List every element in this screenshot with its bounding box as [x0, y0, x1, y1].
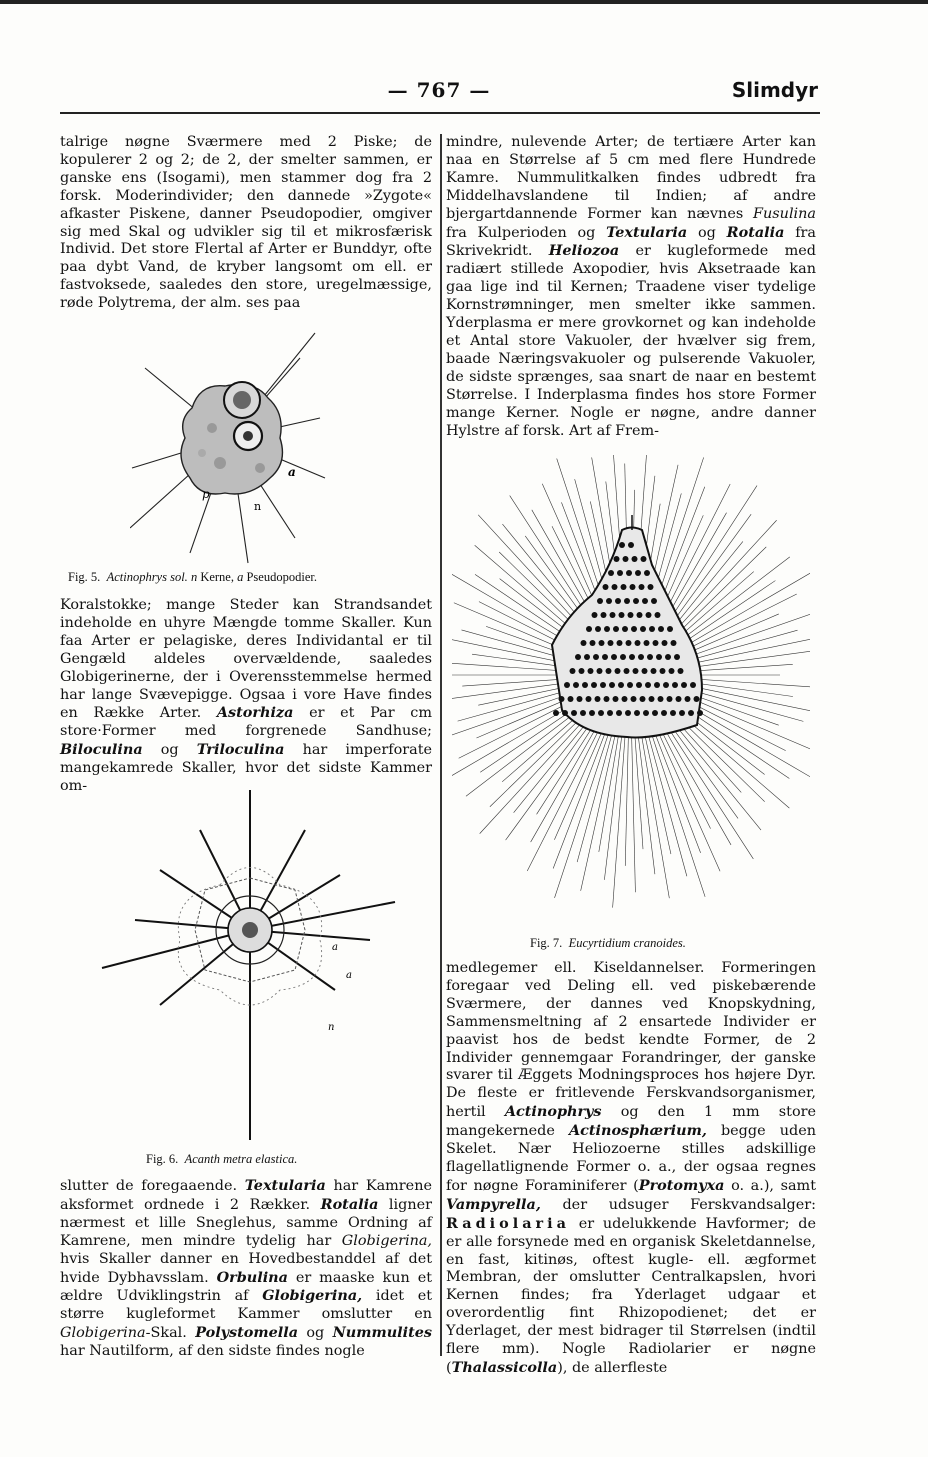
- paragraph: mindre, nulevende Arter; de tertiære Arter kan naa en Størrelse af 5 cm med flere Hundrede Kamre. Nummulitkalken findes udbredt fra Middelhavslandene til Indien; af andre bjergartdannende Former kan nævnes Fusulina fra Kulperioden og Textularia og Rotalia fra Skrivekridt. Heliozoa er kugleformede med radiært stillede Axopodier, hvis Aksetraade kan gaa lige ind til Kernen; Traadene viser tydelige Kornstrømninger, men smelter ikke sammen. Yderplasma er mere grovkornet og kan indeholde et Antal store Vakuoler, der hvælver sig frem, baade Næringsvakuoler og pulserende Vakuoler, de sidste sprænges, saa snart de naar en bestemt Størrelse. I Inderplasma findes hos store Former mange Kerner. Nogle er nøgne, andre danner Hylstre af forsk. Art af Frem-: [446, 134, 817, 439]
- shell-pore: [628, 612, 634, 618]
- paragraph: slutter de foregaaende. Textularia har Kamrene aksformet ordnede i 2 Rækker. Rotalia ligner nærmest et lille Sneglehus, samme Ordning af Kamrene, men mindre tydelig har Globigerina, hvis Skaller danner en Hovedbestanddel af det hvide Dybhavsslam. Orbulina er maaske kun et ældre Udviklingstrin af Globigerina, idet et større kugleformet Kammer omslutter en Globigerina-Skal. Polystomella og Nummulites har Nautilform, af den sidste findes nogle: [60, 1177, 433, 1360]
- shell-pore: [655, 612, 661, 618]
- shell-pore: [603, 584, 609, 590]
- shell-pore: [658, 626, 664, 632]
- shell-pore: [688, 710, 694, 716]
- shell-pore: [610, 612, 616, 618]
- shell-pore: [580, 710, 586, 716]
- shell-pore: [649, 696, 655, 702]
- shell-pore: [629, 654, 635, 660]
- fig7-label: Fig. 7.: [530, 936, 563, 950]
- shell-pore: [639, 584, 645, 590]
- fig6-mark-a: a: [332, 942, 338, 953]
- fig5-species: Actinophrys sol.: [106, 570, 188, 584]
- shell-pore: [697, 710, 703, 716]
- fig5-mark-n: n: [254, 500, 262, 513]
- shell-pore: [553, 710, 559, 716]
- shell-pore: [671, 640, 677, 646]
- fig5-a-letter: a: [237, 570, 244, 584]
- shell-pore: [581, 640, 587, 646]
- shell-pore: [663, 682, 669, 688]
- shell-pore: [649, 626, 655, 632]
- shell-pore: [592, 612, 598, 618]
- shell-pore: [624, 668, 630, 674]
- shell-pore: [626, 570, 632, 576]
- shell-pore: [625, 710, 631, 716]
- shell-pore: [681, 682, 687, 688]
- shell-pore: [637, 612, 643, 618]
- shell-pore: [652, 710, 658, 716]
- eucyrtidium-illustration: [452, 455, 810, 933]
- shell-pore: [600, 682, 606, 688]
- fig5-label: Fig. 5.: [68, 570, 101, 584]
- fig6-mark-n: n: [328, 1022, 335, 1033]
- header-rule: [60, 112, 820, 114]
- shell-pore: [676, 696, 682, 702]
- shell-pore: [598, 710, 604, 716]
- shell-pore: [597, 598, 603, 604]
- fig7-species: Eucyrtidium cranoides.: [568, 936, 686, 950]
- shell-pore: [619, 542, 625, 548]
- fig5-n-letter: n: [190, 570, 198, 584]
- shell-pore: [611, 654, 617, 660]
- shell-pore: [656, 654, 662, 660]
- right-text-block-1: [446, 134, 816, 440]
- acanthometra-illustration: [100, 790, 400, 1150]
- fig6-label: Fig. 6.: [146, 1152, 179, 1166]
- shell-pore: [571, 710, 577, 716]
- radiating-spine: [638, 714, 669, 898]
- shell-pore: [588, 668, 594, 674]
- shell-pore: [669, 668, 675, 674]
- shell-pore: [617, 570, 623, 576]
- shell-pore: [607, 710, 613, 716]
- shell-pore: [619, 612, 625, 618]
- shell-pore: [658, 696, 664, 702]
- shell-pore: [564, 682, 570, 688]
- paragraph: medlegemer ell. Kiseldannelser. Formeringen foregaar ved Deling ell. ved piskebærende Sværmere, der dannes ved Knopskydning, Sammensmeltning af 2 ensartede Individer er paavist hos de bedst kendte Former, de 2 Individer gennemgaar Forandringer, der ganske svarer til Æggets Modningsproces hos højere Dyr. De fleste er fritlevende Ferskvandsorganismer, hertil Actinophrys og den 1 mm store mangekernede Actinosphærium, begge uden Skelet. Nær Heliozoerne stilles adskillige flagellatlignende Former o. a., der ogsaa regnes for nøgne Foraminiferer (Protomyxa o. a.), samt Vampyrella, der udsuger Ferskvandsalger: Radiolaria er udelukkende Havformer; de er alle forsynede med en organisk Skeletdannelse, en fast, kitinøs, oftest kugle- ell. ægformet Membran, der omslutter Centralkapslen, hvori Kernen findes; fra Yderlaget udgaar et overordentlig fint Rhizopodienet; det er Yderlaget, der mest bidrager til Størrelsen (indtil flere mm). Nogle Radiolarier er nøgne (Thalassicolla), de allerfleste: [446, 960, 816, 1376]
- shell-pore: [618, 682, 624, 688]
- shell-pore: [646, 612, 652, 618]
- shell-pore: [678, 668, 684, 674]
- shell-pore: [641, 556, 647, 562]
- shell-pore: [606, 668, 612, 674]
- right-text-block-2: [446, 960, 816, 1378]
- shell-pore: [651, 668, 657, 674]
- shell-pore: [579, 668, 585, 674]
- shell-pore: [597, 668, 603, 674]
- shell-pore: [633, 598, 639, 604]
- figure-5-actinophrys: [130, 328, 330, 572]
- shell-pore: [602, 654, 608, 660]
- shell-pore: [613, 696, 619, 702]
- fig6-species: Acanth metra elastica.: [184, 1152, 298, 1166]
- shell-pore: [604, 626, 610, 632]
- fig7-caption: [530, 936, 686, 951]
- shell-pore: [654, 682, 660, 688]
- shell-pore: [616, 710, 622, 716]
- shell-pore: [570, 668, 576, 674]
- paragraph: Koralstokke; mange Steder kan Strandsandet indeholde en uhyre Mængde tomme Skaller. Kun faa Arter er pelagiske, deres Individantal er til Gengæld aldeles overvældende, saaledes Globigerinerne, der i Overensstemmelse hermed har lange Svævepigge. Ogsaa i vore Have findes en Række Arter. Astorhiza er et Par cm store·Former med forgrenede Sandhuse; Biloculina og Triloculina har imperforate mangekamrede Skaller, hvor det sidste Kammer om-: [60, 597, 432, 795]
- shell-pore: [645, 682, 651, 688]
- shell-pore: [628, 542, 634, 548]
- shell-pore: [647, 654, 653, 660]
- shell-pore: [559, 696, 565, 702]
- fig5-a-text: Pseudopodier.: [243, 570, 317, 584]
- shell-pore: [644, 570, 650, 576]
- shell-pore: [604, 696, 610, 702]
- shell-pore: [685, 696, 691, 702]
- shell-pore: [665, 654, 671, 660]
- shell-pore: [612, 584, 618, 590]
- column-divider: [440, 134, 442, 1356]
- shell-pore: [642, 598, 648, 604]
- radiating-spine: [527, 709, 609, 871]
- shell-pore: [635, 570, 641, 576]
- shell-pore: [599, 640, 605, 646]
- shell-pore: [626, 640, 632, 646]
- figure-7-eucyrtidium: [452, 455, 810, 937]
- shell-pore: [620, 654, 626, 660]
- shell-pore: [667, 626, 673, 632]
- shell-pore: [670, 710, 676, 716]
- shell-pore: [584, 654, 590, 660]
- shell-pore: [613, 626, 619, 632]
- shell-pore: [690, 682, 696, 688]
- shell-pore: [593, 654, 599, 660]
- shell-pore: [609, 682, 615, 688]
- shell-pore: [667, 696, 673, 702]
- shell-pore: [586, 626, 592, 632]
- shell-pore: [615, 598, 621, 604]
- radiating-spine: [636, 715, 655, 875]
- shell-pore: [672, 682, 678, 688]
- shell-pore: [644, 640, 650, 646]
- shell-pore: [651, 598, 657, 604]
- shell-pore: [562, 710, 568, 716]
- left-text-block-1: [60, 134, 432, 313]
- shell-pore: [582, 682, 588, 688]
- radiating-spine: [613, 715, 627, 908]
- shell-pore: [606, 598, 612, 604]
- paragraph: talrige nøgne Sværmere med 2 Piske; de kopulerer 2 og 2; de 2, der smelter sammen, er ganske ens (Isogami), men stammer dog fra 2 forsk. Moderindivider; den dannede »Zygote« afkaster Piskene, danner Pseudopodier, omgiver sig med Skal og udvikler sig til et mikrosfærisk Individ. Det store Flertal af Arter er Bunddyr, ofte paa dybt Vand, de kryber langsomt om ell. er fastvoksede, saaledes den store, uregelmæssige, røde Polytrema, der alm. ses paa: [60, 134, 432, 312]
- shell-pore: [573, 682, 579, 688]
- left-text-block-2: [60, 597, 432, 796]
- fig5-n-text: Kerne,: [197, 570, 238, 584]
- fig5-mark-a: a: [288, 465, 296, 479]
- shell-pore: [633, 668, 639, 674]
- shell-pore: [640, 696, 646, 702]
- shell-pore: [568, 696, 574, 702]
- shell-pore: [621, 584, 627, 590]
- shell-pore: [653, 640, 659, 646]
- shell-pore: [623, 556, 629, 562]
- figure-6-acanthometra: [100, 790, 400, 1154]
- left-text-block-3: [60, 1177, 432, 1361]
- shell-pore: [694, 696, 700, 702]
- shell-pore: [632, 556, 638, 562]
- shell-pore: [648, 584, 654, 590]
- shell-pore: [661, 710, 667, 716]
- shell-pore: [589, 710, 595, 716]
- shell-pore: [635, 640, 641, 646]
- shell-pore: [575, 654, 581, 660]
- top-edge-rule: [0, 0, 928, 4]
- shell-pore: [624, 598, 630, 604]
- shell-pore: [608, 640, 614, 646]
- shell-pore: [674, 654, 680, 660]
- shell-pore: [601, 612, 607, 618]
- fig6-mark-a2: a: [346, 970, 352, 981]
- running-head: Slimdyr: [731, 78, 818, 102]
- fig5-caption: [68, 570, 317, 585]
- shell-pore: [642, 668, 648, 674]
- shell-pore: [638, 654, 644, 660]
- shell-pore: [622, 626, 628, 632]
- shell-pore: [636, 682, 642, 688]
- shell-pore: [591, 682, 597, 688]
- shell-pore: [634, 710, 640, 716]
- shell-pore: [615, 668, 621, 674]
- shell-pore: [595, 626, 601, 632]
- shell-pore: [662, 640, 668, 646]
- shell-pore: [631, 626, 637, 632]
- page-header: [60, 78, 818, 112]
- fig5-mark-p: p: [202, 487, 210, 501]
- shell-pore: [608, 570, 614, 576]
- shell-pore: [617, 640, 623, 646]
- shell-pore: [660, 668, 666, 674]
- shell-pore: [586, 696, 592, 702]
- shell-pore: [595, 696, 601, 702]
- shell-pore: [590, 640, 596, 646]
- radiating-spine: [631, 715, 635, 892]
- page-number: — 767 —: [387, 78, 491, 102]
- shell-pore: [640, 626, 646, 632]
- shell-pore: [630, 584, 636, 590]
- fig6-caption: [146, 1152, 297, 1167]
- actinophrys-illustration: [130, 328, 330, 568]
- shell-pore: [577, 696, 583, 702]
- shell-pore: [643, 710, 649, 716]
- shell-pore: [679, 710, 685, 716]
- shell-pore: [622, 696, 628, 702]
- shell-pore: [627, 682, 633, 688]
- shell-pore: [614, 556, 620, 562]
- shell-pore: [631, 696, 637, 702]
